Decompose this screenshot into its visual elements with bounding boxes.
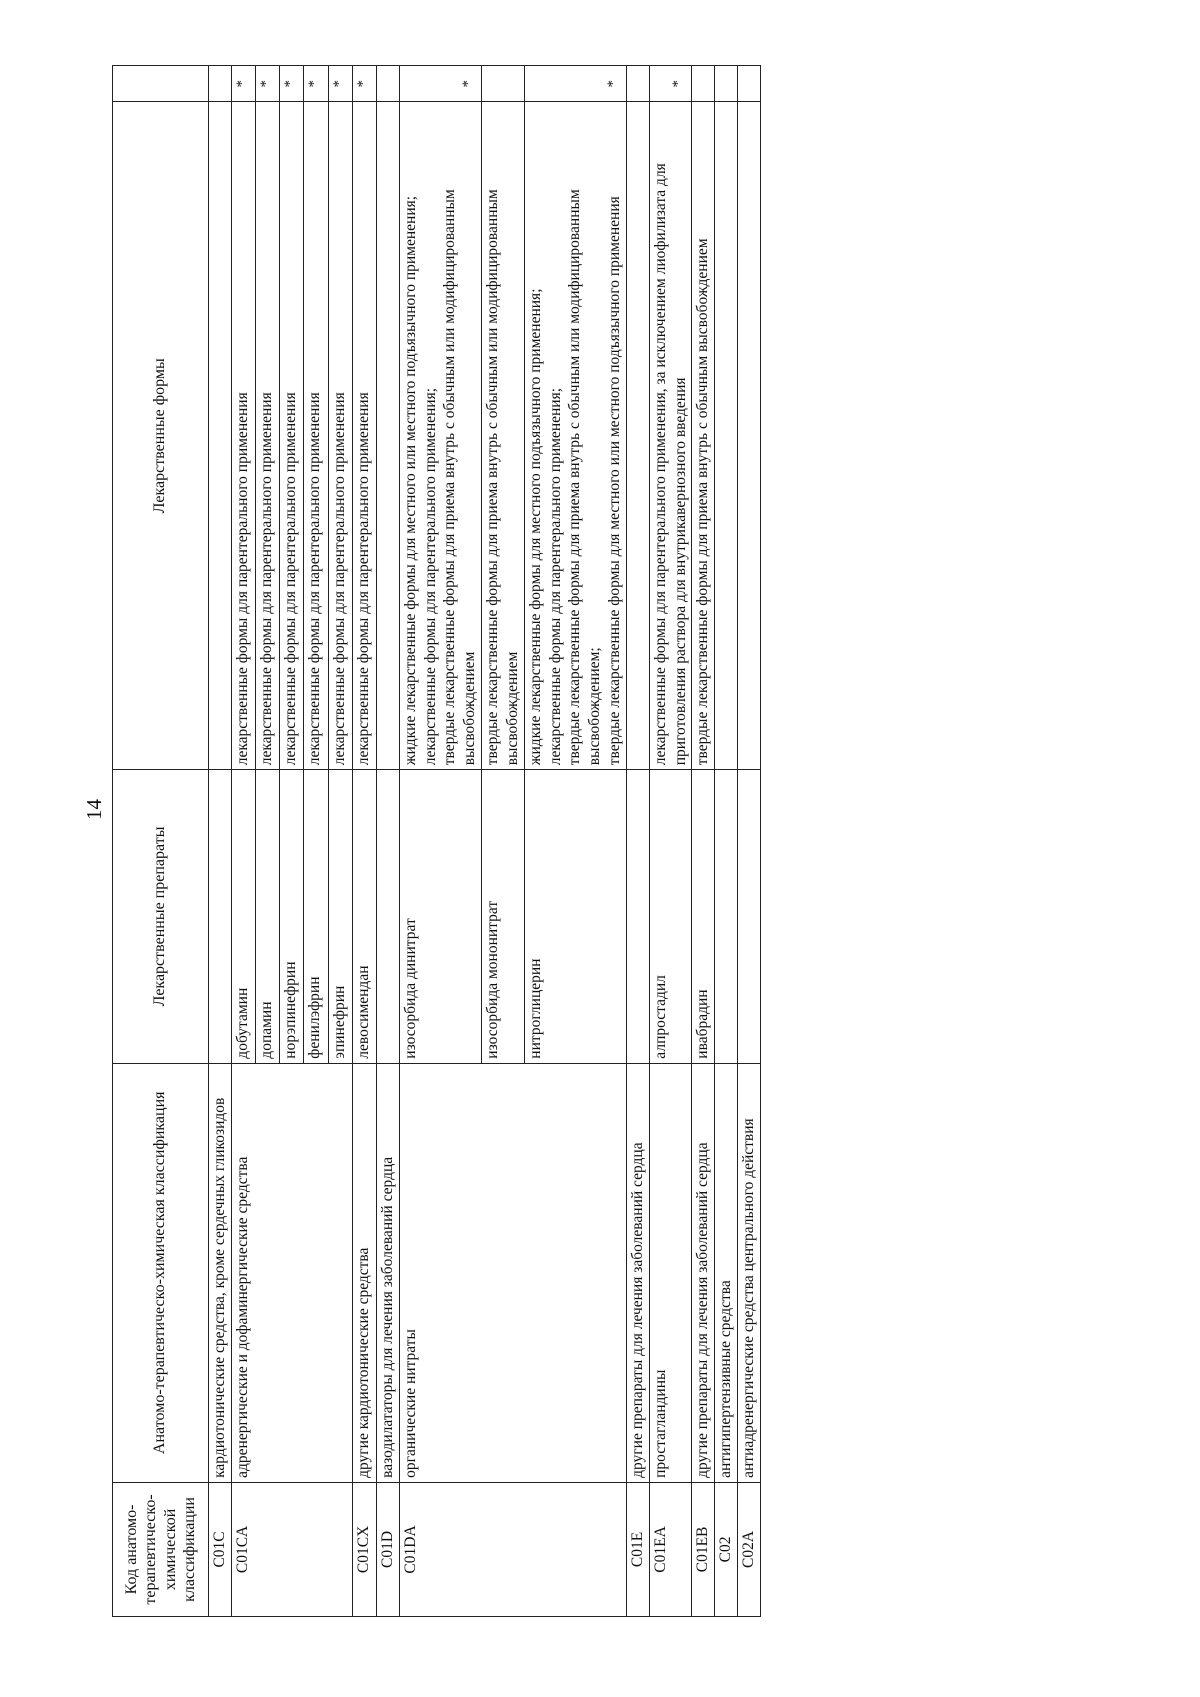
row-star: * (304, 66, 328, 102)
row-class: другие препараты для лечения заболеваний сердца (626, 1063, 649, 1482)
row-star: * (524, 66, 626, 102)
row-drug: добутамин (231, 770, 255, 1063)
row-star: * (399, 66, 481, 102)
table-row (209, 66, 232, 1617)
row-code: C01CA (231, 1482, 352, 1616)
table-row (649, 66, 692, 1617)
row-drug: ивабрадин (692, 770, 715, 1063)
row-drug: допамин (256, 770, 280, 1063)
row-code: C01CX (352, 1482, 376, 1616)
row-class: простагландины (649, 1063, 692, 1482)
row-drug (209, 770, 232, 1063)
row-forms: лекарственные формы для парентерального применения (304, 102, 328, 770)
row-drug: фенилэфрин (304, 770, 328, 1063)
table-row (692, 66, 715, 1617)
row-forms: лекарственные формы для парентерального применения (352, 102, 376, 770)
row-forms (376, 102, 399, 770)
row-forms: лекарственные формы для парентерального применения (231, 102, 255, 770)
row-star (692, 66, 715, 102)
row-drug: алпростадил (649, 770, 692, 1063)
row-forms: лекарственные формы для парентерального применения, за исключением лиофилизата для приготовления раствора для внутрикавернозного введения (649, 102, 692, 770)
row-class: вазодилататоры для лечения заболеваний сердца (376, 1063, 399, 1482)
row-code: C02 (715, 1482, 738, 1616)
row-code: C01DA (399, 1482, 626, 1616)
header-drugs: Лекарственные препараты (113, 770, 209, 1063)
row-drug (376, 770, 399, 1063)
row-drug: нитроглицерин (524, 770, 626, 1063)
form-line: жидкие лекарственные формы для местного или местного подъязычного применения; (401, 195, 419, 766)
row-forms (738, 102, 761, 770)
table-row (626, 66, 649, 1617)
header-forms: Лекарственные формы (113, 102, 209, 770)
table-row (376, 66, 399, 1617)
row-class: другие кардиотонические средства (352, 1063, 376, 1482)
row-drug: изосорбида мононитрат (482, 770, 525, 1063)
row-class: антигипертензивные средства (715, 1063, 738, 1482)
row-drug (626, 770, 649, 1063)
row-class: органические нитраты (399, 1063, 626, 1482)
row-forms: лекарственные формы для парентерального применения (256, 102, 280, 770)
row-drug: левосимендан (352, 770, 376, 1063)
row-star: * (256, 66, 280, 102)
row-drug: изосорбида динитрат (399, 770, 481, 1063)
row-drug: норэпинефрин (280, 770, 304, 1063)
row-forms: твердые лекарственные формы для приема внутрь с обычным высвобождением (692, 102, 715, 770)
row-drug (738, 770, 761, 1063)
row-star (482, 66, 525, 102)
row-star: * (328, 66, 352, 102)
form-line: лекарственные формы для парентерального применения; (421, 387, 439, 766)
row-drug: эпинефрин (328, 770, 352, 1063)
row-drug (715, 770, 738, 1063)
header-star (113, 66, 209, 102)
row-forms (209, 102, 232, 770)
table-row (715, 66, 738, 1617)
row-forms: твердые лекарственные формы для приема внутрь с обычным или модифицированным высвобождением (482, 102, 525, 770)
table-row (352, 66, 376, 1617)
row-class: антиадренергические средства центрального действия (738, 1063, 761, 1482)
row-class: кардиотонические средства, кроме сердечных гликозидов (209, 1063, 232, 1482)
row-star (209, 66, 232, 102)
table-header-row (113, 66, 209, 1617)
table-row (738, 66, 761, 1617)
drug-classification-table (112, 65, 761, 1617)
row-code: C01E (626, 1482, 649, 1616)
row-star: * (231, 66, 255, 102)
row-forms (399, 102, 481, 770)
header-class: Анатомо-терапевтическо-химическая классификация (113, 1063, 209, 1482)
row-code: C01EB (692, 1482, 715, 1616)
row-star: * (280, 66, 304, 102)
table-row (399, 66, 481, 1617)
table-body (209, 66, 761, 1617)
row-forms: лекарственные формы для парентерального применения (328, 102, 352, 770)
row-star (738, 66, 761, 102)
form-line: твердые лекарственные формы для приема внутрь с обычным или модифицированным высвобождением (441, 189, 479, 766)
row-star: * (352, 66, 376, 102)
row-code: C01EA (649, 1482, 692, 1616)
row-code: C01D (376, 1482, 399, 1616)
row-star (626, 66, 649, 102)
form-line: лекарственные формы для парентерального применения; (546, 387, 564, 766)
row-code: C02A (738, 1482, 761, 1616)
form-line: жидкие лекарственные формы для местного подъязычного применения; (526, 288, 544, 766)
row-code: C01C (209, 1482, 232, 1616)
table-row (231, 66, 255, 1617)
row-star: * (649, 66, 692, 102)
row-class: адренергические и дофаминергические средства (231, 1063, 352, 1482)
rotated-table-wrapper (112, 65, 1136, 1617)
row-forms (715, 102, 738, 770)
form-line: твердые лекарственные формы для приема внутрь с обычным или модифицированным высвобождением; (566, 189, 604, 766)
row-star (715, 66, 738, 102)
page-number: 14 (82, 799, 106, 820)
form-line: твердые лекарственные формы для местного или местного подъязычного применения (606, 196, 624, 766)
row-star (376, 66, 399, 102)
header-code: Код анатомо-терапевтическо-химической классификации (113, 1482, 209, 1616)
row-forms (626, 102, 649, 770)
row-forms (524, 102, 626, 770)
row-forms: лекарственные формы для парентерального применения (280, 102, 304, 770)
row-class: другие препараты для лечения заболеваний сердца (692, 1063, 715, 1482)
